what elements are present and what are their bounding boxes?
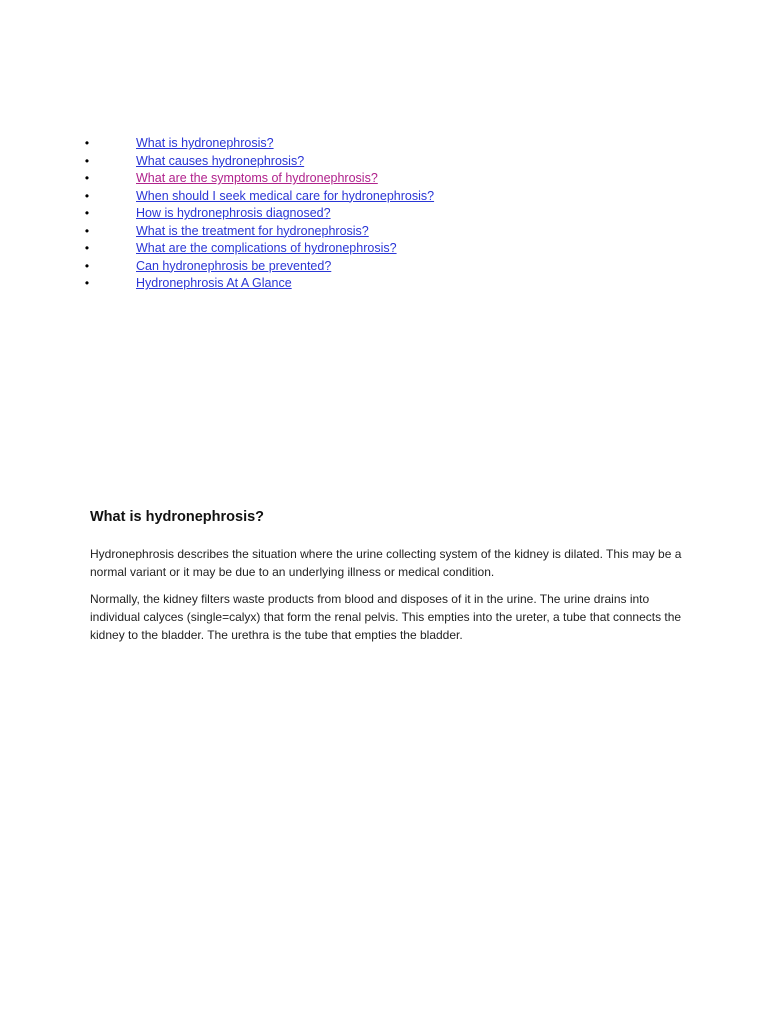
toc-link-seek-care[interactable]: When should I seek medical care for hydronephrosis? [136, 188, 435, 203]
toc-item [0, 205, 768, 223]
toc-link-complications[interactable]: What are the complications of hydronephrosis? [136, 241, 397, 255]
bullet-icon: • [84, 223, 90, 238]
toc-link-prevented[interactable]: Can hydronephrosis be prevented? [136, 258, 332, 273]
bullet-icon: • [84, 241, 90, 255]
toc-link-symptoms[interactable]: What are the symptoms of hydronephrosis? [136, 171, 378, 185]
bullet-icon: • [84, 258, 90, 273]
toc-link-diagnosed[interactable]: How is hydronephrosis diagnosed? [136, 206, 331, 220]
section-paragraph: Hydronephrosis describes the situation where the urine collecting system of the kidney is dilated. This may be a normal variant or it may be due to an underlying illness or medical condition. [90, 547, 682, 579]
toc-item [0, 153, 768, 171]
bullet-icon: • [84, 171, 90, 185]
toc-item [0, 258, 768, 276]
bullet-icon: • [84, 136, 90, 150]
bullet-icon: • [84, 206, 90, 220]
bullet-icon: • [84, 153, 90, 168]
toc-item [0, 188, 768, 206]
toc-link-treatment[interactable]: What is the treatment for hydronephrosis? [136, 223, 369, 238]
bullet-icon: • [84, 276, 90, 290]
toc-link-what-is[interactable]: What is hydronephrosis? [136, 136, 274, 150]
table-of-contents [0, 135, 768, 293]
toc-link-causes[interactable]: What causes hydronephrosis? [136, 153, 305, 168]
toc-item [0, 170, 768, 188]
bullet-icon: • [84, 188, 90, 203]
section-title: What is hydronephrosis? [90, 509, 265, 525]
section-paragraph: Normally, the kidney filters waste products from blood and disposes of it in the urine. The urine drains into individual calyces (single=calyx) that form the renal pelvis. This empties into the ureter, a tube that connects the kidney to the bladder. The urethra is the tube that empties the bladder. [90, 592, 682, 642]
toc-item [0, 223, 768, 241]
toc-link-at-a-glance[interactable]: Hydronephrosis At A Glance [136, 276, 292, 290]
toc-item [0, 135, 768, 153]
toc-item [0, 275, 768, 293]
toc-item [0, 240, 768, 258]
